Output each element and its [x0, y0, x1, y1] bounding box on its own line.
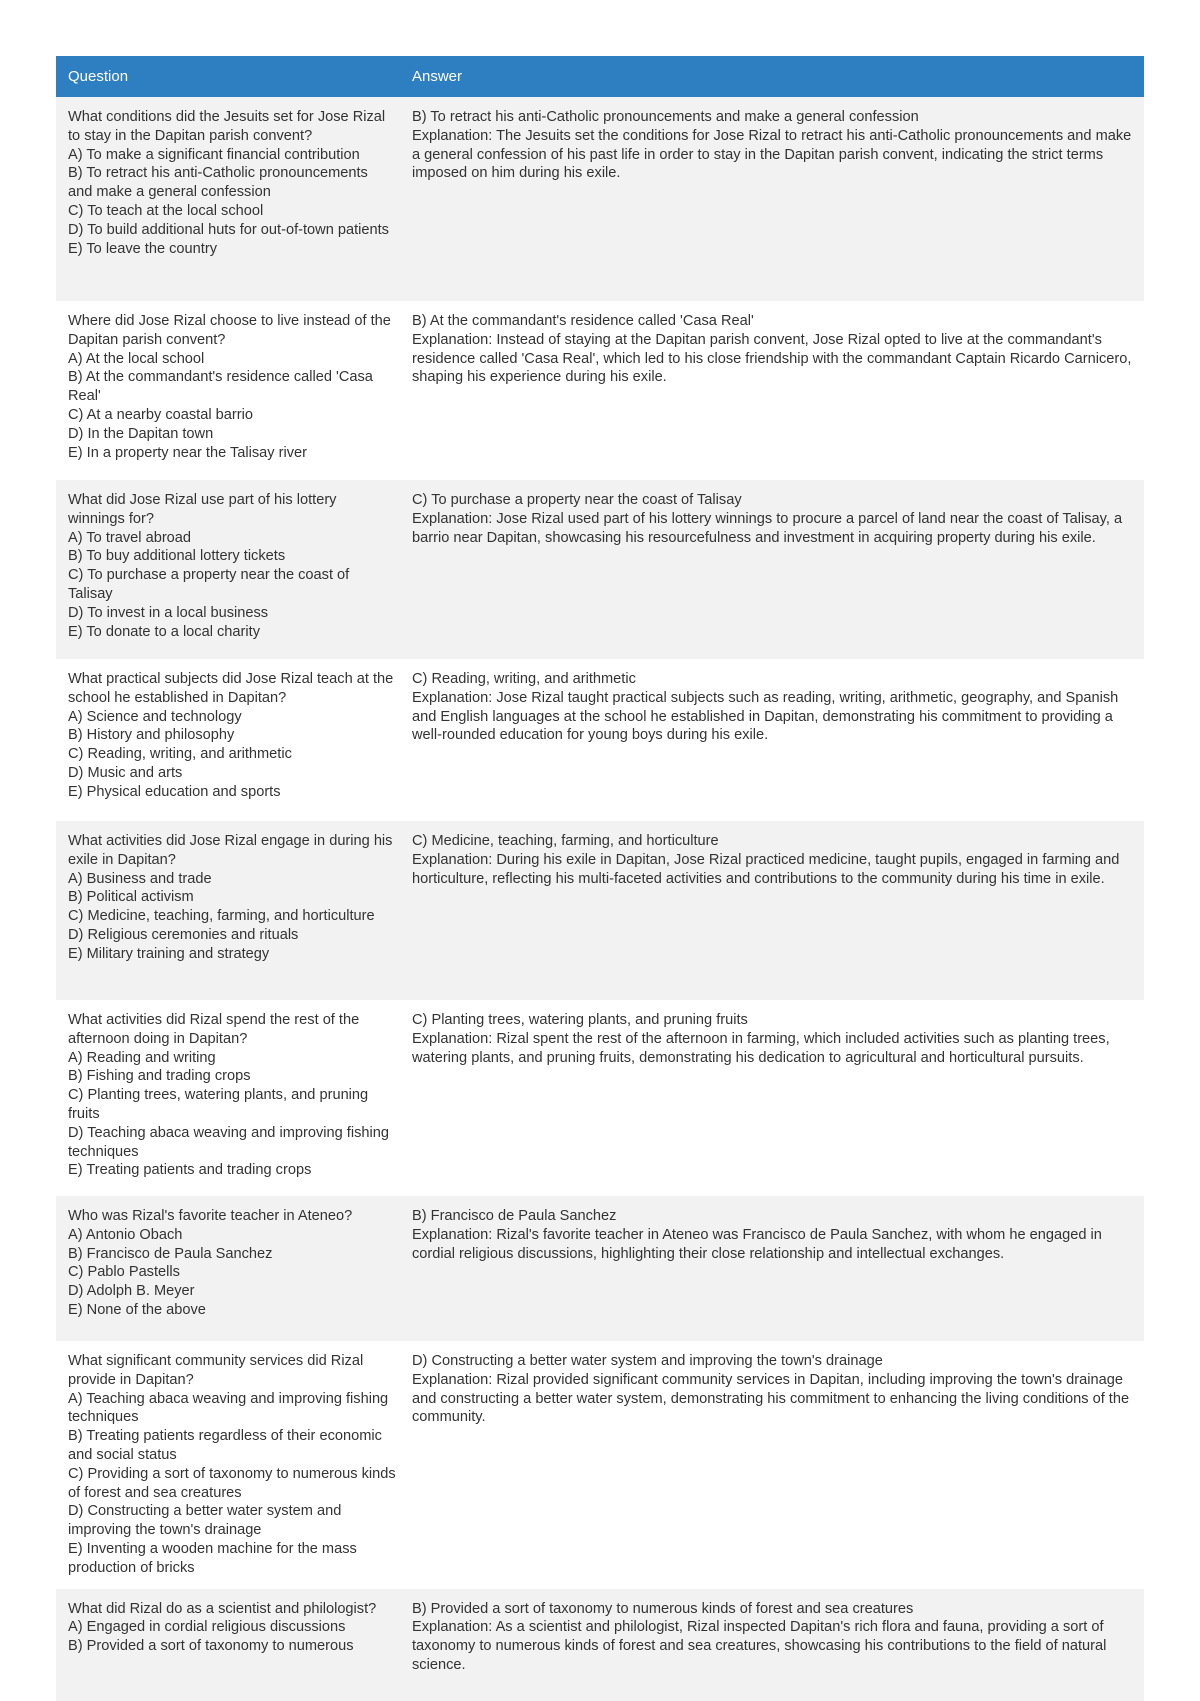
answer-option: D) In the Dapitan town — [68, 425, 214, 442]
answer-option: D) Constructing a better water system and improving the town's drainage — [68, 1503, 342, 1539]
correct-answer: B) Provided a sort of taxonomy to numerous kinds of forest and sea creatures — [412, 1600, 914, 1617]
answer-option: E) Physical education and sports — [68, 783, 281, 800]
answer-option: A) Reading and writing — [68, 1049, 216, 1066]
answer-option: C) To purchase a property near the coast of Talisay — [68, 567, 350, 602]
answer-option: E) Treating patients and trading crops — [68, 1162, 312, 1179]
answer-option: A) To make a significant financial contribution — [68, 146, 360, 163]
answer-option: A) Teaching abaca weaving and improving fishing techniques — [68, 1390, 389, 1426]
question-text: What did Rizal do as a scientist and philologist? — [68, 1600, 377, 1617]
answer-option: C) Medicine, teaching, farming, and horticulture — [68, 908, 375, 925]
answer-cell — [400, 1589, 1144, 1701]
answer-option: E) To leave the country — [68, 240, 217, 257]
question-text: What conditions did the Jesuits set for Jose Rizal to stay in the Dapitan parish convent? — [68, 109, 386, 144]
answer-option: D) Adolph B. Meyer — [68, 1283, 195, 1300]
answer-cell — [400, 1000, 1144, 1196]
answer-option: A) Antonio Obach — [68, 1226, 183, 1243]
table-header — [56, 56, 1144, 97]
question-text: What significant community services did Rizal provide in Dapitan? — [68, 1353, 364, 1388]
explanation-text: Explanation: Rizal's favorite teacher in Ateneo was Francisco de Paula Sanchez, with whom he engaged in cordial religious discussions, highlighting their close relationship and intellectual exchanges. — [412, 1226, 1102, 1262]
explanation-text: Explanation: As a scientist and philologist, Rizal inspected Dapitan's rich flora and fauna, providing a sort of taxonomy to numerous kinds of forest and sea creatures, showcasing his contributions to the field of natural science. — [412, 1619, 1107, 1673]
question-cell — [56, 1341, 400, 1589]
table-row — [56, 821, 1144, 1000]
answer-option: E) Military training and strategy — [68, 945, 270, 962]
table-row — [56, 1000, 1144, 1196]
explanation-text: Explanation: During his exile in Dapitan, Jose Rizal practiced medicine, taught pupils, engaged in farming and horticulture, reflecting his multi-faceted activities and contributions to the community during his time in exile. — [412, 851, 1120, 887]
answer-option: C) Providing a sort of taxonomy to numerous kinds of forest and sea creatures — [68, 1465, 396, 1501]
question-cell — [56, 659, 400, 821]
answer-option: B) To retract his anti-Catholic pronouncements and make a general confession — [68, 165, 368, 201]
question-cell — [56, 1196, 400, 1341]
answer-option: C) To teach at the local school — [68, 202, 264, 219]
correct-answer: B) To retract his anti-Catholic pronouncements and make a general confession — [412, 109, 919, 125]
correct-answer: C) To purchase a property near the coast of Talisay — [412, 492, 742, 508]
answer-option: C) Reading, writing, and arithmetic — [68, 746, 292, 763]
question-text: What did Jose Rizal use part of his lottery winnings for? — [68, 492, 337, 527]
table-row — [56, 1589, 1144, 1701]
table-body — [56, 97, 1144, 1701]
explanation-text: Explanation: Jose Rizal used part of his lottery winnings to procure a parcel of land near the coast of Talisay, a barrio near Dapitan, showcasing his resourcefulness and investment in acquiring property during his exile. — [412, 510, 1123, 546]
question-text: What practical subjects did Jose Rizal teach at the school he established in Dapitan? — [68, 671, 394, 706]
answer-option: A) Business and trade — [68, 870, 212, 887]
answer-option: C) Planting trees, watering plants, and pruning fruits — [68, 1087, 369, 1122]
answer-option: E) In a property near the Talisay river — [68, 444, 308, 461]
answer-option: D) Religious ceremonies and rituals — [68, 926, 299, 943]
question-cell — [56, 821, 400, 1000]
question-cell — [56, 480, 400, 659]
correct-answer: C) Medicine, teaching, farming, and horticulture — [412, 833, 719, 849]
correct-answer: D) Constructing a better water system and improving the town's drainage — [412, 1353, 883, 1369]
answer-option: A) Science and technology — [68, 708, 242, 725]
table-row — [56, 97, 1144, 301]
answer-option: E) None of the above — [68, 1301, 206, 1318]
table-row — [56, 1196, 1144, 1341]
answer-cell — [400, 301, 1144, 480]
answer-option: A) At the local school — [68, 350, 205, 367]
correct-answer: B) At the commandant's residence called 'Casa Real' — [412, 313, 754, 329]
question-text: What activities did Rizal spend the rest of the afternoon doing in Dapitan? — [68, 1012, 360, 1047]
table-row — [56, 1341, 1144, 1589]
answer-option: B) Fishing and trading crops — [68, 1068, 251, 1085]
question-text: What activities did Jose Rizal engage in during his exile in Dapitan? — [68, 833, 393, 868]
question-text: Where did Jose Rizal choose to live instead of the Dapitan parish convent? — [68, 313, 391, 348]
answer-option: B) Political activism — [68, 889, 194, 906]
explanation-text: Explanation: Rizal spent the rest of the afternoon in farming, which included activities such as planting trees, watering plants, and pruning fruits, demonstrating his dedication to agricultural and horticultural pursuits. — [412, 1030, 1110, 1066]
answer-cell — [400, 1196, 1144, 1341]
answer-option: C) Pablo Pastells — [68, 1264, 180, 1281]
correct-answer: B) Francisco de Paula Sanchez — [412, 1208, 617, 1224]
explanation-text: Explanation: The Jesuits set the conditions for Jose Rizal to retract his anti-Catholic pronouncements and make a general confession of his past life in order to stay in the Dapitan parish convent, indicating the strict terms imposed on him during his exile. — [412, 127, 1132, 182]
explanation-text: Explanation: Instead of staying at the Dapitan parish convent, Jose Rizal opted to live at the commandant's residence called 'Casa Real', which led to his close friendship with the commandant Captain Ricardo Carnicero, shaping his experience during his exile. — [412, 331, 1132, 386]
answer-option: D) To invest in a local business — [68, 604, 269, 621]
table-row — [56, 659, 1144, 821]
correct-answer: C) Reading, writing, and arithmetic — [412, 671, 636, 687]
answer-option: E) To donate to a local charity — [68, 623, 260, 640]
table-row — [56, 480, 1144, 659]
qa-table — [56, 56, 1144, 1701]
answer-option: D) Teaching abaca weaving and improving fishing techniques — [68, 1124, 389, 1160]
question-cell — [56, 1589, 400, 1701]
answer-option: B) To buy additional lottery tickets — [68, 548, 286, 565]
answer-cell — [400, 821, 1144, 1000]
question-cell — [56, 301, 400, 480]
answer-cell — [400, 480, 1144, 659]
answer-option: C) At a nearby coastal barrio — [68, 406, 253, 423]
question-cell — [56, 1000, 400, 1196]
correct-answer: C) Planting trees, watering plants, and pruning fruits — [412, 1012, 748, 1028]
answer-cell — [400, 1341, 1144, 1589]
question-column-header: Question — [56, 56, 400, 97]
header-row — [56, 56, 1144, 97]
answer-option: D) Music and arts — [68, 764, 183, 781]
answer-option: B) At the commandant's residence called 'Casa Real' — [68, 369, 373, 405]
answer-option: D) To build additional huts for out-of-town patients — [68, 221, 389, 238]
answer-column-header: Answer — [400, 56, 1144, 97]
question-cell — [56, 97, 400, 301]
explanation-text: Explanation: Jose Rizal taught practical subjects such as reading, writing, arithmetic, geography, and Spanish and English languages at the school he established in Dapitan, demonstrating his commitment to providing a well-rounded education for young boys during his exile. — [412, 689, 1119, 744]
answer-option: B) Francisco de Paula Sanchez — [68, 1245, 273, 1262]
table-row — [56, 301, 1144, 480]
answer-option: B) History and philosophy — [68, 727, 235, 744]
explanation-text: Explanation: Rizal provided significant community services in Dapitan, including improving the town's drainage and constructing a better water system, demonstrating his commitment to enhancing the living conditions of the community. — [412, 1371, 1130, 1426]
question-text: Who was Rizal's favorite teacher in Ateneo? — [68, 1208, 353, 1224]
answer-option: B) Treating patients regardless of their economic and social status — [68, 1428, 382, 1463]
answer-option: A) Engaged in cordial religious discussions — [68, 1619, 346, 1636]
answer-option: A) To travel abroad — [68, 529, 192, 546]
answer-option: B) Provided a sort of taxonomy to numerous — [68, 1638, 354, 1655]
answer-cell — [400, 97, 1144, 301]
answer-cell — [400, 659, 1144, 821]
answer-option: E) Inventing a wooden machine for the mass production of bricks — [68, 1540, 357, 1576]
